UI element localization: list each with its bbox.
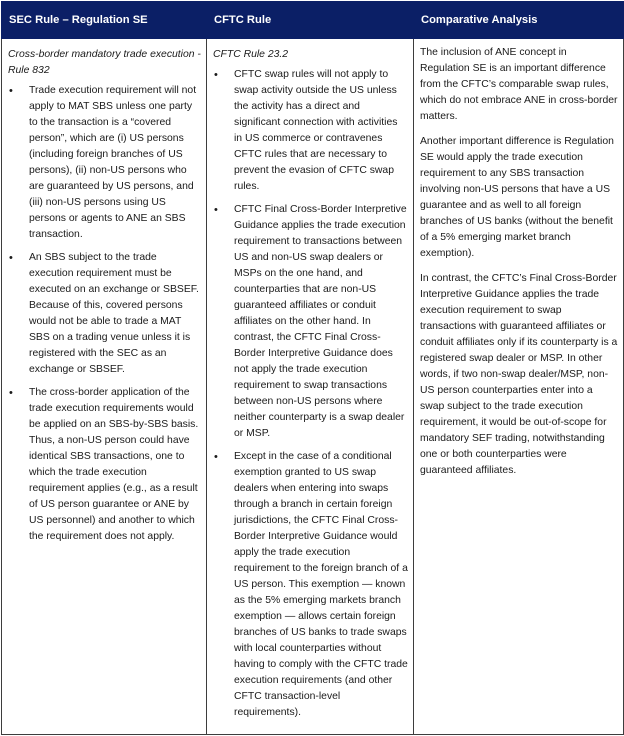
analysis-paragraph: In contrast, the CFTC’s Final Cross-Border Interpretive Guidance applies the trade execution requirement to swap transactions with guaranteed affiliates or conduit affiliates only if its counterparty is a registered swap dealer or MSP. In other words, if two non-swap dealer/MSP, non-US person counterparties enter into a swap subject to the trade execution requirement, it would be out-of-scope for mandatory SEF trading, notwithstanding one or both counterparties were guaranteed affiliates. [420,273,618,476]
cftc-rule-subtitle: CFTC Rule 23.2 [213,49,289,60]
list-item: • An SBS subject to the trade execution requirement must be executed on an exchange or SBSEF. Because of this, covered persons would not be able to trade a MAT SBS on a trading venue unless it is registered with the SEC as an exchange or SBSEF. [8,250,201,378]
sec-rule-subtitle: Cross-border mandatory trade execution - Rule 832 [8,49,201,76]
sec-rule-cell [2,39,207,735]
comparative-analysis-cell [414,39,624,735]
content-row [2,39,624,735]
comparison-table [1,1,624,735]
header-cftc-rule: CFTC Rule [207,2,414,39]
analysis-paragraph: Another important difference is Regulation SE would apply the trade execution requirement to any SBS transaction involving non-US persons that have a US guarantee and as well to all foreign branches of US banks (without the benefit of a 5% emerging market branch exemption). [420,136,614,259]
header-row [2,2,624,39]
cftc-rule-bullets [213,67,408,721]
cftc-rule-cell [207,39,414,735]
list-item: • Except in the case of a conditional exemption granted to US swap dealers when entering into swaps through a branch in certain foreign jurisdictions, the CFTC Final Cross-Border Interpretive Guidance would apply the trade execution requirement to the foreign branch of a US person. This exemption — known as the 5% emerging markets branch exemption — allows certain foreign branches of US banks to trade swaps with local counterparties without having to comply with the CFTC trade execution requirements (and other CFTC transaction-level requirements). [213,449,408,721]
analysis-paragraph: The inclusion of ANE concept in Regulation SE is an important difference from the CFTC’s comparable swap rules, which do not embrace ANE in cross-border matters. [420,47,618,122]
list-item: • CFTC Final Cross-Border Interpretive Guidance applies the trade execution requirement to transactions between US and non-US swap dealers or MSPs on the one hand, and counterparties that are non-US guaranteed affiliates or conduit affiliates on the other hand. In contrast, the CFTC Final Cross-Border Interpretive Guidance does not apply the trade execution requirement to swap transactions between non-US persons where neither counterparty is a swap dealer or MSP. [213,202,408,442]
list-item: • Trade execution requirement will not apply to MAT SBS unless one party to the transaction is a “covered person”, which are (i) US persons (including foreign branches of US persons), (ii) non-US persons who are guaranteed by US persons, and (iii) non-US persons using US persons or agents to ANE an SBS transaction. [8,83,201,243]
sec-rule-bullets [8,83,201,545]
list-item: • CFTC swap rules will not apply to swap activity outside the US unless the activity has a direct and significant connection with activities in US commerce or contravenes CFTC rules that are necessary to prevent the evasion of CFTC swap rules. [213,67,408,195]
header-sec-rule: SEC Rule – Regulation SE [2,2,207,39]
list-item: • The cross-border application of the trade execution requirements would be applied on an SBS-by-SBS basis. Thus, a non-US person could have identical SBS transactions, one to which the trade execution requirement applies (e.g., as a result of US person guarantee or ANE by US personnel) and another to which the requirement does not apply. [8,385,201,545]
header-comparative-analysis: Comparative Analysis [414,2,624,39]
